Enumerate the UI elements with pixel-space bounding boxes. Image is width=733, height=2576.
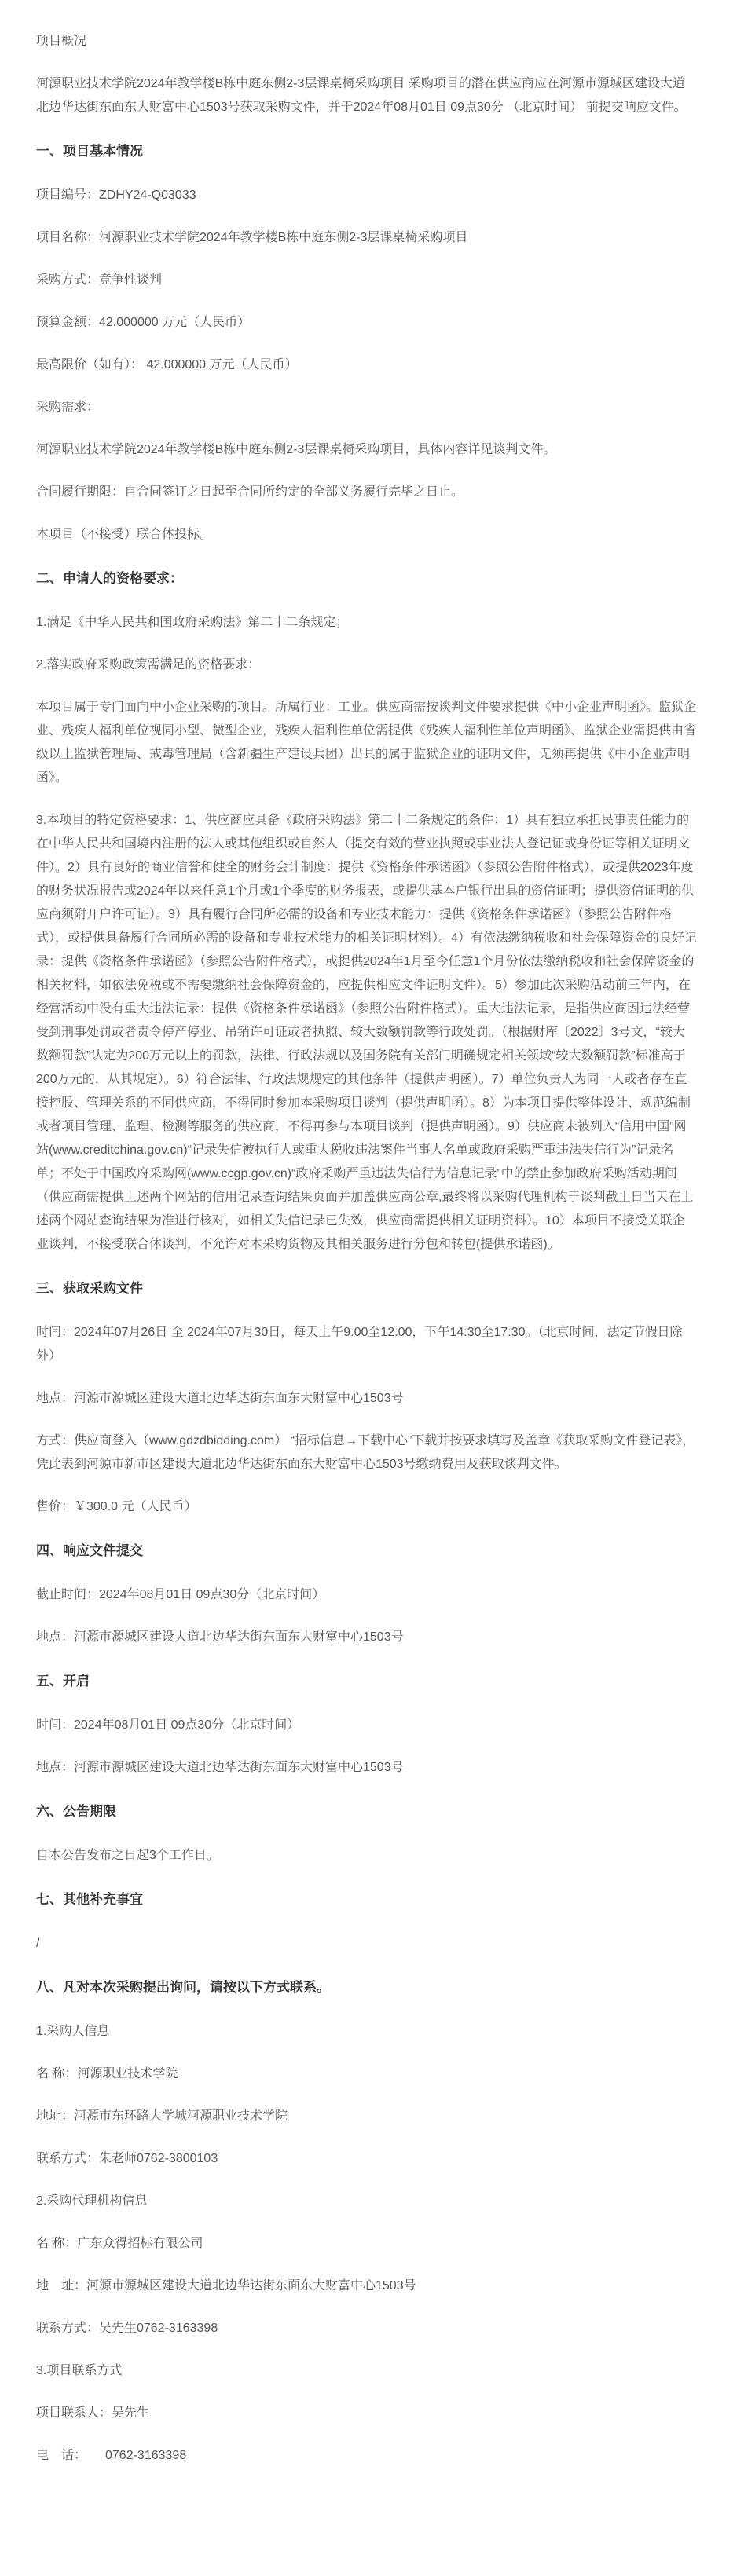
purchaser-name: 名 称：河源职业技术学院: [36, 2067, 178, 2080]
opening-place: 地点：河源市源城区建设大道北边华达街东面东大财富中心1503号: [36, 1761, 404, 1774]
project-contact-phone: 电 话： 0762-3163398: [36, 2449, 187, 2462]
max-price-limit: 最高限价（如有）： 42.000000 万元（人民币）: [36, 358, 298, 371]
section-4-heading: 四、响应文件提交: [36, 1543, 143, 1558]
procurement-demand-text: 河源职业技术学院2024年教学楼B栋中庭东侧2-3层课桌椅采购项目，具体内容详见谈判文件。: [36, 443, 556, 456]
agency-contact: 联系方式：吴先生0762-3163398: [36, 2322, 218, 2335]
purchaser-info-label: 1.采购人信息: [36, 2025, 110, 2038]
opening-time: 时间：2024年08月01日 09点30分（北京时间）: [36, 1718, 300, 1732]
qualification-item-1: 1.满足《中华人民共和国政府采购法》第二十二条规定；: [36, 616, 349, 629]
section-7-heading: 七、其他补充事宜: [36, 1892, 143, 1907]
procurement-demand-label: 采购需求：: [36, 401, 100, 414]
document-obtain-time: 时间：2024年07月26日 至 2024年07月30日，每天上午9:00至12:00，下午14:30至17:30。（北京时间，法定节假日除外）: [36, 1326, 683, 1363]
consortium-bidding-note: 本项目（不接受）联合体投标。: [36, 528, 213, 541]
agency-name: 名 称：广东众得招标有限公司: [36, 2237, 203, 2250]
submission-deadline: 截止时间：2024年08月01日 09点30分（北京时间）: [36, 1588, 325, 1601]
project-name: 项目名称：河源职业技术学院2024年教学楼B栋中庭东侧2-3层课桌椅采购项目: [36, 231, 468, 244]
agency-info-label: 2.采购代理机构信息: [36, 2194, 148, 2208]
other-matters: /: [36, 1937, 40, 1950]
procurement-method: 采购方式：竞争性谈判: [36, 273, 163, 287]
section-3-heading: 三、获取采购文件: [36, 1281, 143, 1296]
document-obtain-method: 方式：供应商登入（www.gdzdbidding.com） “招标信息→下载中心”下载并按要求填写及盖章《获取采购文件登记表》，凭此表到河源市新市区建设大道北边华达街东面东大财富中心1503号缴纳费用及获取谈判文件。: [36, 1434, 695, 1471]
project-contact-label: 3.项目联系方式: [36, 2364, 123, 2377]
document-body: [36, 30, 697, 2468]
document-obtain-place: 地点：河源市源城区建设大道北边华达街东面东大财富中心1503号: [36, 1392, 404, 1405]
section-5-heading: 五、开启: [36, 1674, 90, 1689]
section-2-heading: 二、申请人的资格要求：: [36, 571, 183, 586]
budget-amount: 预算金额：42.000000 万元（人民币）: [36, 316, 251, 329]
overview-title: 项目概况: [36, 35, 87, 48]
section-6-heading: 六、公告期限: [36, 1804, 116, 1819]
overview-paragraph: 河源职业技术学院2024年教学楼B栋中庭东侧2-3层课桌椅采购项目 采购项目的潜在供应商应在河源市源城区建设大道北边华达街东面东大财富中心1503号获取采购文件，并于2024年08月01日 09点30分 （北京时间） 前提交响应文件。: [36, 77, 687, 114]
document-price: 售价：￥300.0 元（人民币）: [36, 1500, 197, 1513]
sme-policy-paragraph: 本项目属于专门面向中小企业采购的项目。所属行业：工业。供应商需按谈判文件要求提供《中小企业声明函》。监狱企业、残疾人福利单位视同小型、微型企业，残疾人福利性单位需提供《残疾人福利性单位声明函》、监狱企业需提供由省级以上监狱管理局、戒毒管理局（含新疆生产建设兵团）出具的属于监狱企业的证明文件，无须再提供《中小企业声明函》。: [36, 701, 697, 785]
purchaser-contact: 联系方式：朱老师0762-3800103: [36, 2152, 218, 2165]
agency-address: 地 址：河源市源城区建设大道北边华达街东面东大财富中心1503号: [36, 2279, 416, 2292]
specific-qualification-paragraph: 3.本项目的特定资格要求：1、供应商应具备《政府采购法》第二十二条规定的条件：1）具有独立承担民事责任能力的在中华人民共和国境内注册的法人或其他组织或自然人（提交有效的营业执照或事业法人登记证或身份证等相关证明文件）。2）具有良好的商业信誉和健全的财务会计制度：提供《资格条件承诺函》（参照公告附件格式），或提供2023年度的财务状况报告或2024年以来任意1个月或1个季度的财务报表，或提供基本户银行出具的资信证明；提供资信证明的供应商须附开户许可证）。3）具有履行合同所必需的设备和专业技术能力：提供《资格条件承诺函》（参照公告附件格式），或提供具备履行合同所必需的设备和专业技术能力的相关证明材料）。4）有依法缴纳税收和社会保障资金的良好记录：提供《资格条件承诺函》（参照公告附件格式），或提供2024年1月至今任意1个月份依法缴纳税收和社会保障资金的相关材料，如依法免税或不需要缴纳社会保障资金的，应提供相应文件证明文件）。5）参加此次采购活动前三年内，在经营活动中没有重大违法记录：提供《资格条件承诺函》（参照公告附件格式）。重大违法记录，是指供应商因违法经营受到刑事处罚或者责令停产停业、吊销许可证或者执照、较大数额罚款等行政处罚。（根据财库〔2022〕3号文，“较大数额罚款”认定为200万元以上的罚款，法律、行政法规以及国务院有关部门明确规定相关领域“较大数额罚款”标准高于200万元的，从其规定）。6）符合法律、行政法规规定的其他条件（提供声明函）。7）单位负责人为同一人或者存在直接控股、管理关系的不同供应商，不得同时参加本采购项目谈判（提供声明函）。8）为本项目提供整体设计、规范编制或者项目管理、监理、检测等服务的供应商，不得再参与本项目谈判（提供声明函）。9）供应商未被列入“信用中国”网站(www.creditchina.gov.cn)“记录失信被执行人或重大税收违法案件当事人名单或政府采购严重违法失信行为”记录名单；不处于中国政府采购网(www.ccgp.gov.cn)“政府采购严重违法失信行为信息记录”中的禁止参加政府采购活动期间（供应商需提供上述两个网站的信用记录查询结果页面并加盖供应商公章,最终将以采购代理机构于谈判截止日当天在上述两个网站查询结果为准进行核对，如相关失信记录已失效，供应商需提供相关证明资料）。10）本项目不接受关联企业谈判，不接受联合体谈判，不允许对本采购货物及其相关服务进行分包和转包(提供承诺函)。: [36, 814, 697, 1251]
section-8-heading: 八、凡对本次采购提出询问，请按以下方式联系。: [36, 1980, 330, 1995]
submission-place: 地点：河源市源城区建设大道北边华达街东面东大财富中心1503号: [36, 1630, 404, 1644]
announcement-period: 自本公告发布之日起3个工作日。: [36, 1849, 219, 1862]
qualification-item-2: 2.落实政府采购政策需满足的资格要求：: [36, 658, 261, 671]
project-number: 项目编号：ZDHY24-Q03033: [36, 188, 196, 202]
project-contact-person: 项目联系人：吴先生: [36, 2406, 150, 2420]
section-1-heading: 一、项目基本情况: [36, 144, 143, 159]
purchaser-address: 地址：河源市东环路大学城河源职业技术学院: [36, 2109, 288, 2123]
contract-performance-period: 合同履行期限：自合同签订之日起至合同所约定的全部义务履行完毕之日止。: [36, 485, 464, 499]
